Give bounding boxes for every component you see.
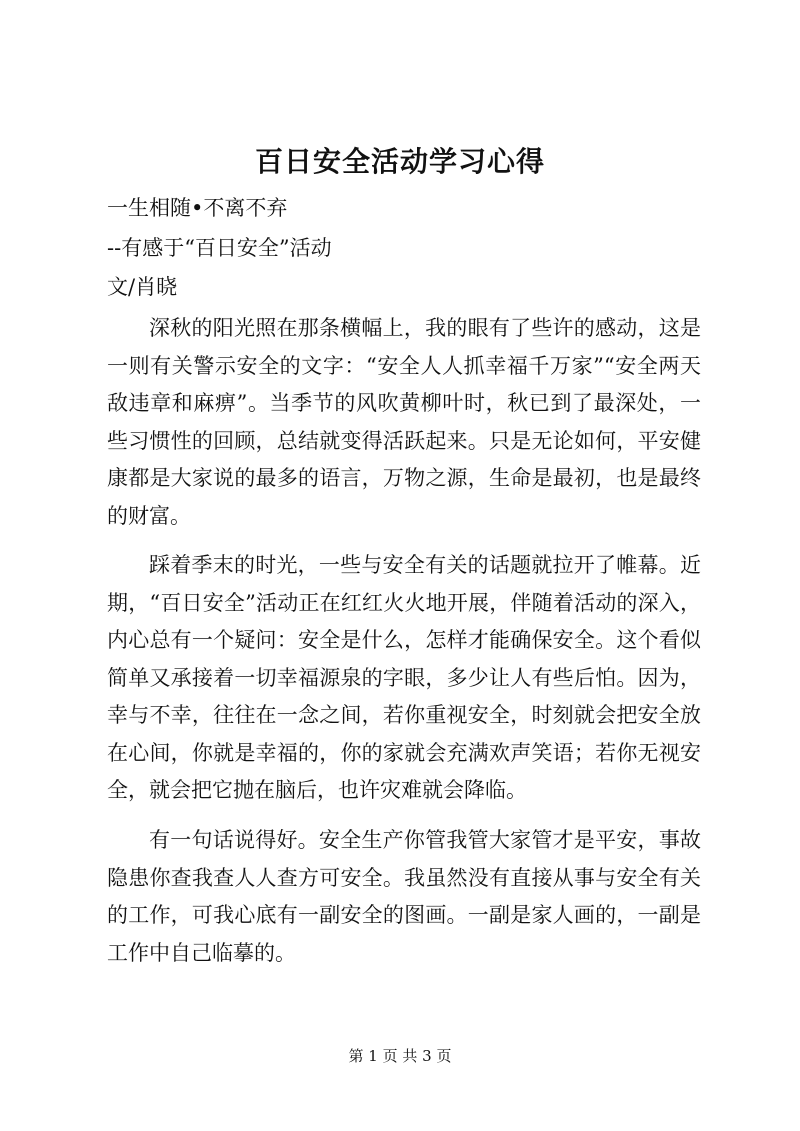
subtitle-line-2: --有感于“百日安全”活动 (107, 236, 332, 260)
page-footer: 第 1 页 共 3 页 (348, 1047, 452, 1065)
body-paragraph-2: 踩着季末的时光，一些与安全有关的话题就拉开了帷幕。近期，“百日安全”活动正在红红火火地开展，伴随着活动的深入，内心总有一个疑问：安全是什么，怎样才能确保安全。这个看似简单又承接着一切幸福源泉的字眼，多少让人有些后怕。因为，幸与不幸，往往在一念之间，若你重视安全，时刻就会把安全放在心间，你就是幸福的，你的家就会充满欢声笑语；若你无视安全，就会把它抛在脑后，也许灾难就会降临。 (107, 553, 701, 802)
subtitle-line-1: 一生相随•不离不弃 (107, 196, 288, 220)
document-title: 百日安全活动学习心得 (254, 145, 545, 178)
body-paragraph-1: 深秋的阳光照在那条横幅上，我的眼有了些许的感动，这是一则有关警示安全的文字：“安全人人抓幸福千万家”“安全两天敌违章和麻痹”。当季节的风吹黄柳叶时，秋已到了最深处，一些习惯性的回顾，总结就变得活跃起来。只是无论如何，平安健康都是大家说的最多的语言，万物之源，生命是最初，也是最终的财富。 (107, 316, 701, 528)
author-line: 文/肖晓 (107, 275, 178, 299)
body-paragraph-3: 有一句话说得好。安全生产你管我管大家管才是平安，事故隐患你查我查人人查方可安全。我虽然没有直接从事与安全有关的工作，可我心底有一副安全的图画。一副是家人画的，一副是工作中自己临摹的。 (107, 828, 701, 965)
